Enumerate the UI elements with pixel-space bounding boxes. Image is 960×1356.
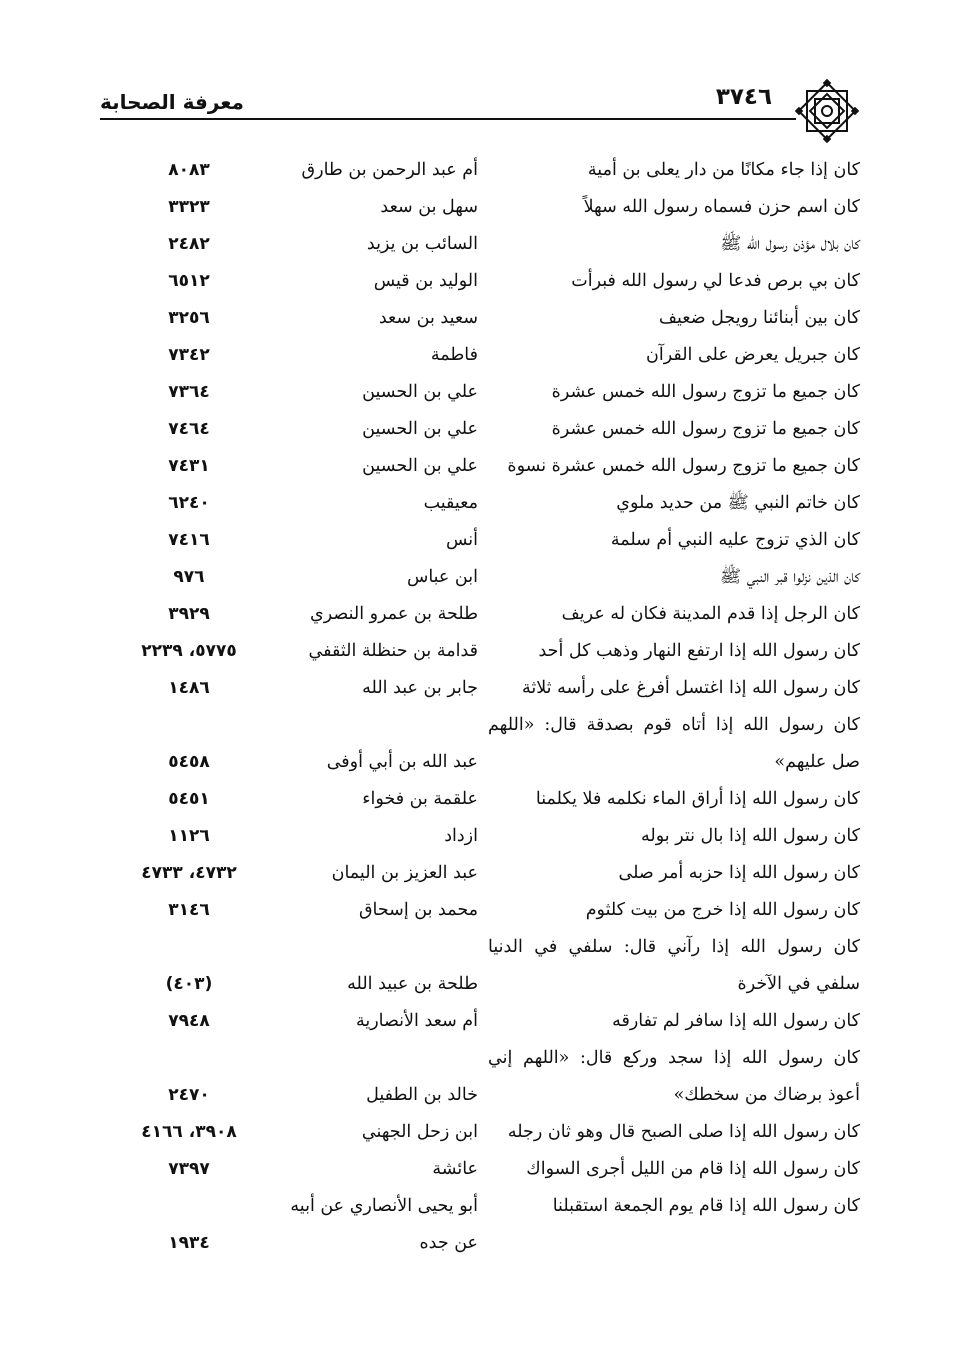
hadith-text: كان اسم حزن فسماه رسول الله سهلاً <box>583 197 860 217</box>
hadith-text: كان رسول الله إذا بال نتر بوله <box>641 826 860 846</box>
narrator-name: ازداد <box>444 826 478 846</box>
narrator-name: علي بن الحسين <box>362 456 478 476</box>
narrator-name: السائب بن يزيد <box>366 234 478 254</box>
hadith-number: ٧٣٩٧ <box>168 1159 210 1179</box>
narrator-name: أنس <box>445 530 478 550</box>
hadith-text: سلفي في الآخرة <box>737 974 860 994</box>
table-row <box>100 892 860 929</box>
table-row <box>100 522 860 559</box>
hadith-text: كان بي برص فدعا لي رسول الله فبرأت <box>571 271 860 291</box>
page-header <box>100 78 860 144</box>
hadith-number: ٣٩٢٩ <box>168 604 210 624</box>
hadith-number: ١١٢٦ <box>168 826 210 846</box>
hadith-text: كان رسول الله إذا رآني قال: سلفي في الدنيا <box>488 937 860 957</box>
narrator-name: عبد الله بن أبي أوفى <box>326 752 478 772</box>
book-title: معرفة الصحابة <box>100 90 244 114</box>
table-row <box>100 300 860 337</box>
hadith-number: ٢٤٨٢ <box>168 234 210 254</box>
narrator-name: جابر بن عبد الله <box>362 678 478 698</box>
table-row <box>100 744 860 781</box>
hadith-number: ٣١٤٦ <box>168 900 210 920</box>
table-row <box>100 707 860 744</box>
table-row <box>100 670 860 707</box>
narrator-name: عائشة <box>432 1159 478 1179</box>
narrator-name: علي بن الحسين <box>362 419 478 439</box>
hadith-number: ٦٢٤٠ <box>168 493 210 513</box>
table-row <box>100 855 860 892</box>
hadith-number: ٣٩٠٨، ٤١٦٦ <box>141 1122 237 1142</box>
table-row <box>100 781 860 818</box>
hadith-text: كان خاتم النبي ﷺ من حديد ملوي <box>616 493 860 513</box>
hadith-number: ٣٣٢٣ <box>168 197 210 217</box>
hadith-text: كان رسول الله إذا سجد وركع قال: «اللهم إني <box>488 1048 860 1068</box>
hadith-number: ٨٠٨٣ <box>168 160 210 180</box>
table-row <box>100 189 860 226</box>
hadith-text: كان بين أبنائنا رويجل ضعيف <box>658 308 860 328</box>
narrator-name: ابن عباس <box>406 567 478 587</box>
hadith-text: صل عليهم» <box>774 752 860 772</box>
table-row <box>100 818 860 855</box>
hadith-number: ٩٧٦ <box>173 567 205 587</box>
table-row <box>100 485 860 522</box>
hadith-number: ٧٤٣١ <box>168 456 210 476</box>
narrator-name: أم عبد الرحمن بن طارق <box>301 160 478 180</box>
hadith-text: كان رسول الله إذا أتاه قوم بصدقة قال: «اللهم <box>488 715 860 735</box>
narrator-name: معيقيب <box>423 493 478 513</box>
narrator-name: عن جده <box>419 1233 478 1253</box>
hadith-text: كان رسول الله إذا اغتسل أفرغ على رأسه ثلاثة <box>521 678 860 698</box>
hadith-number: ١٩٣٤ <box>168 1233 210 1253</box>
hadith-text: كان رسول الله إذا أراق الماء نكلمه فلا يكلمنا <box>535 789 860 809</box>
hadith-number: ٧٤٦٤ <box>168 419 210 439</box>
narrator-name: عبد العزيز بن اليمان <box>331 863 478 883</box>
table-row <box>100 448 860 485</box>
table-row <box>100 633 860 670</box>
hadith-number: (٤٠٣) <box>165 974 213 994</box>
hadith-number: ٥٤٥٨ <box>168 752 210 772</box>
hadith-text: كان رسول الله إذا سافر لم تفارقه <box>612 1011 860 1031</box>
table-row <box>100 1114 860 1151</box>
table-row <box>100 966 860 1003</box>
narrator-name: أبو يحيى الأنصاري عن أبيه <box>290 1196 478 1216</box>
narrator-name: أم سعد الأنصارية <box>355 1011 478 1031</box>
ornament-icon <box>794 78 860 144</box>
table-row <box>100 337 860 374</box>
narrator-name: طلحة بن عمرو النصري <box>310 604 478 624</box>
hadith-text: كان إذا جاء مكانًا من دار يعلى بن أمية <box>587 160 860 180</box>
hadith-text: كان جميع ما تزوج رسول الله خمس عشرة نسوة <box>507 456 860 476</box>
table-row <box>100 226 860 263</box>
hadith-text: كان الرجل إذا قدم المدينة فكان له عريف <box>561 604 860 624</box>
narrator-name: علقمة بن فخواء <box>362 789 478 809</box>
hadith-number: ٢٤٧٠ <box>168 1085 210 1105</box>
hadith-number: ١٤٨٦ <box>168 678 210 698</box>
header-rule <box>100 118 796 120</box>
table-row <box>100 559 860 596</box>
hadith-text: كان رسول الله إذا قام من الليل أجرى السواك <box>526 1159 860 1179</box>
narrator-name: علي بن الحسين <box>362 382 478 402</box>
table-row <box>100 1077 860 1114</box>
narrator-name: الوليد بن قيس <box>373 271 478 291</box>
hadith-text: كان رسول الله إذا قام يوم الجمعة استقبلنا <box>552 1196 860 1216</box>
hadith-text: كان الذين نزلوا قبر النبي ﷺ <box>720 567 860 587</box>
hadith-text: كان رسول الله إذا صلى الصبح قال وهو ثان رجله <box>507 1122 860 1142</box>
table-row <box>100 596 860 633</box>
table-row <box>100 1003 860 1040</box>
table-row <box>100 929 860 966</box>
narrator-name: قدامة بن حنظلة الثقفي <box>308 641 478 661</box>
hadith-number: ٥٤٥١ <box>168 789 210 809</box>
table-row <box>100 1040 860 1077</box>
hadith-text: كان رسول الله إذا خرج من بيت كلثوم <box>585 900 860 920</box>
page-number: ٣٧٤٦ <box>715 84 772 110</box>
hadith-number: ٧٩٤٨ <box>168 1011 210 1031</box>
hadith-text: كان جميع ما تزوج رسول الله خمس عشرة <box>551 419 860 439</box>
narrator-name: خالد بن الطفيل <box>366 1085 478 1105</box>
table-row <box>100 374 860 411</box>
hadith-text: أعوذ برضاك من سخطك» <box>673 1085 860 1105</box>
narrator-name: طلحة بن عبيد الله <box>347 974 478 994</box>
table-row <box>100 1151 860 1188</box>
narrator-name: محمد بن إسحاق <box>358 900 478 920</box>
table-row <box>100 411 860 448</box>
hadith-text: كان رسول الله إذا ارتفع النهار وذهب كل أحد <box>538 641 860 661</box>
hadith-number: ٧٣٤٢ <box>168 345 210 365</box>
table-row <box>100 152 860 189</box>
table-row <box>100 1188 860 1225</box>
hadith-text: كان جميع ما تزوج رسول الله خمس عشرة <box>551 382 860 402</box>
hadith-text: كان الذي تزوج عليه النبي أم سلمة <box>610 530 860 550</box>
hadith-number: ٧٤١٦ <box>168 530 210 550</box>
hadith-number: ٧٣٦٤ <box>168 382 210 402</box>
hadith-text: كان بلال مؤذن رسول الله ﷺ <box>720 234 860 254</box>
hadith-text: كان رسول الله إذا حزبه أمر صلى <box>618 863 860 883</box>
narrator-name: ابن زحل الجهني <box>361 1122 478 1142</box>
hadith-number: ٤٧٣٢، ٤٧٣٣ <box>141 863 237 883</box>
narrator-name: سعيد بن سعد <box>378 308 478 328</box>
hadith-number: ٦٥١٢ <box>168 271 210 291</box>
table-row <box>100 1225 860 1262</box>
narrator-name: سهل بن سعد <box>380 197 478 217</box>
narrator-name: فاطمة <box>430 345 478 365</box>
table-row <box>100 263 860 300</box>
hadith-number: ٣٢٥٦ <box>168 308 210 328</box>
index-table <box>100 152 860 1262</box>
hadith-text: كان جبريل يعرض على القرآن <box>645 345 860 365</box>
hadith-number: ٥٧٧٥، ٢٢٣٩ <box>141 641 237 661</box>
